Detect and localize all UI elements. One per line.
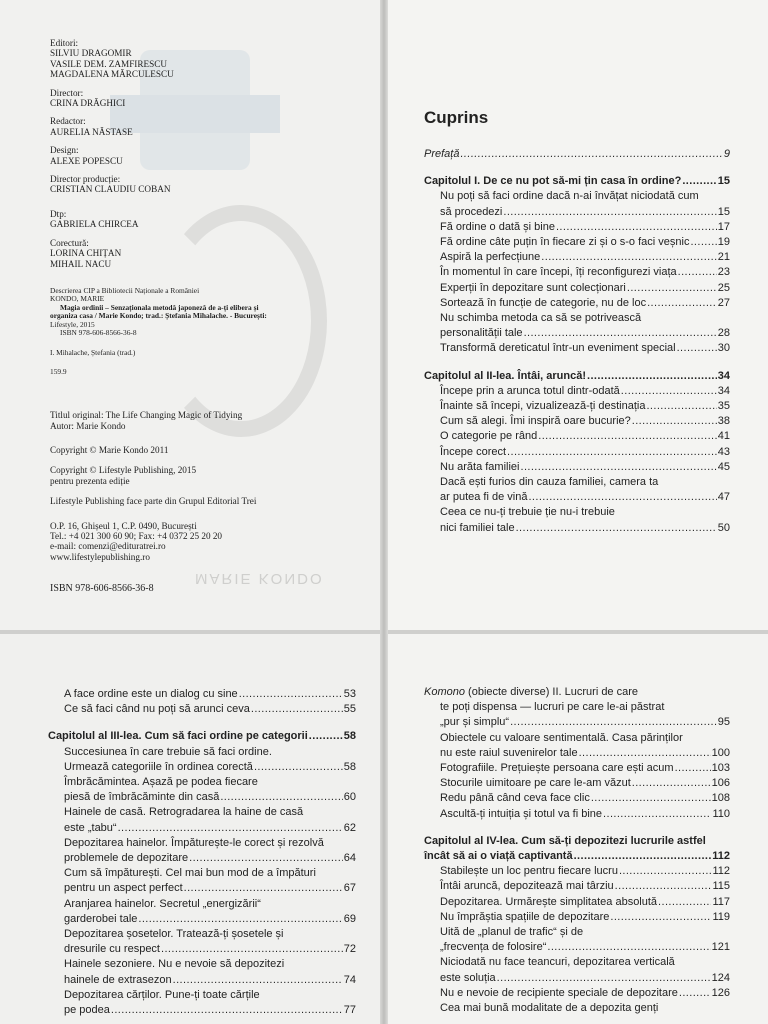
author-line: Autor: Marie Kondo [50,420,126,431]
toc-entry: Nu arăta familiei ..... 45 [440,460,730,475]
toc-chapter-4-line: Capitolul al IV-lea. Cum să-ți depozitezi lucrurile astfel [424,834,706,847]
toc-entry: În momentul în care începi, îți reconfigurezi viața ..... 23 [440,265,730,280]
colophon-text [50,38,370,603]
toc-entry-line: Hainele sezoniere. Nu e nevoie să depozitezi [64,958,285,971]
bleed-through-text: MARIE KONDO [195,570,324,587]
toc-entry: Experții în depozitare sunt colecționari ..... 25 [440,281,730,296]
toc-entry: „frecvența de folosire“ ..... 121 [440,940,730,955]
toc-entry-line: Dacă ești furios din cauza familiei, camera ta [440,476,659,489]
toc-entry: hainele de extrasezon ..... 74 [64,973,356,988]
toc-entry: „pur și simplu“ ..... 95 [440,715,730,730]
toc-chapter-2: Capitolul al II-lea. Întâi, aruncă! ..... 34 [424,369,730,384]
toc-entry-line: Depozitarea cărților. Pune-ți toate cărțile [64,988,260,1001]
isbn-line: ISBN 978-606-8566-36-8 [50,583,154,595]
toc-entry: Începe prin a arunca totul dintr-odată ..... 34 [440,384,730,399]
toc-entry: este soluția ..... 124 [440,971,730,986]
toc-entry: A face ordine este un dialog cu sine ..... 53 [64,687,356,702]
toc-entry-line: Depozitarea șosetelor. Tratează-ți șosetele și [64,928,284,941]
proof-label: Corectură: [50,237,89,248]
dtp-name: GABRIELA CHIRCEA [50,219,139,230]
proof-name: MIHAIL NACU [50,258,112,269]
toc-entry: personalității tale ..... 28 [440,326,730,341]
toc-entry: Începe corect ..... 43 [440,445,730,460]
translator-line: I. Mihalache, Ștefania (trad.) [50,348,136,358]
toc-entry-line: Îmbrăcămintea. Așază pe podea fiecare [64,776,258,789]
address-line: O.P. 16, Ghișeul 1, C.P. 0490, București [50,520,197,531]
toc-entry: Întâi aruncă, depozitează mai târziu ..... 115 [440,879,730,894]
toc-title: Cuprins [424,108,489,127]
toc-entry: Fă ordine câte puțin în fiecare zi și o s-o faci veșnic ..... 19 [440,235,730,250]
editor-name: SILVIU DRAGOMIR [50,48,132,59]
director-label: Director: [50,87,84,98]
original-title: Titlul original: The Life Changing Magic of Tidying [50,410,243,421]
toc-entry: Aspiră la perfecțiune ..... 21 [440,250,730,265]
komono-italic: Komono [424,686,465,698]
toc-bottom-left-list [48,687,356,1018]
toc-chapter-4: încât să ai o viață captivantă ..... 112 [424,849,730,864]
toc-entry: Nu împrăștia spațiile de depozitare ..... 119 [440,910,730,925]
toc-entry-line: Obiectele cu valoare sentimentală. Casa părinților [440,731,683,744]
toc-entry: nu este raiul suvenirelor tale ..... 100 [440,746,730,761]
production-name: CRISTIAN CLAUDIU COBAN [50,184,171,195]
toc-entry: Sortează în funcție de categorie, nu de loc ..... 27 [440,296,730,311]
toc-entry: Depozitarea. Urmărește simplitatea absolută ..... 117 [440,895,730,910]
toc-entry: dresurile cu respect ..... 72 [64,942,356,957]
toc-entry: Transformă dereticatul într-un eveniment special ..... 30 [440,341,730,356]
editor-name: MAGDALENA MĂRCULESCU [50,69,174,80]
toc-entry-line: Uită de „planul de trafic“ și de [440,926,584,939]
toc-entry: piesă de îmbrăcăminte din casă ..... 60 [64,790,356,805]
toc-entry: nici familiei tale ..... 50 [440,521,730,536]
dtp-label: Dtp: [50,208,67,219]
toc-entry-line: Nu poți să faci ordine dacă n-ai învățat niciodată cum [440,190,699,203]
toc-entry: Înainte să începi, vizualizează-ți destinația ..... 35 [440,399,730,414]
cip-line: Magia ordinii – Senzaționala metodă japoneză de a-ți elibera și [60,302,259,312]
redactor-label: Redactor: [50,116,86,127]
toc-entry: problemele de depozitare ..... 64 [64,851,356,866]
toc-entry-line: Succesiunea în care trebuie să faci ordine. [64,745,272,758]
toc-bottom-right-list [424,685,730,1016]
book-gutter [380,0,388,1024]
director-name: CRINA DRĂGHICI [50,98,126,109]
toc-entry: ar putea fi de vină ..... 47 [440,490,730,505]
toc-entry: să procedezi ..... 15 [440,205,730,220]
cip-line: KONDO, MARIE [50,294,105,304]
toc-entry-line: te poți dispensa — lucruri pe care le-ai păstrat [440,701,665,714]
cip-line: ISBN 978-606-8566-36-8 [60,327,137,337]
toc-entry-line: Cea mai bună modalitate de a depozita genți [440,1002,659,1015]
toc-entry: Nu e nevoie de recipiente speciale de depozitare ..... 126 [440,986,730,1001]
toc-entry-line: Cum să împăturești. Cel mai bun mod de a împături [64,867,316,880]
copyright-edition: pentru prezenta ediție [50,475,130,486]
toc-entry: Stabilește un loc pentru fiecare lucru ..... 112 [440,864,730,879]
toc-entry: Fă ordine o dată și bine ..... 17 [440,220,730,235]
toc-entry-line: Aranjarea hainelor. Secretul „energizării“ [64,897,261,910]
class-code: 159.9 [50,366,67,376]
redactor-name: AURELIA NĂSTASE [50,126,133,137]
toc-entry: Stocurile uimitoare pe care le-am văzut ..... 106 [440,776,730,791]
toc-entry: pentru un aspect perfect ..... 67 [64,881,356,896]
toc-entry: Urmează categoriile în ordinea corectă ..... 58 [64,760,356,775]
website-line: www.lifestylepublishing.ro [50,551,150,562]
toc-entry: garderobei tale ..... 69 [64,912,356,927]
toc-entry-line: Depozitarea hainelor. Împăturește-le corect și rezolvă [64,836,324,849]
toc-entry-line: Ceea ce nu-ți trebuie ție nu-i trebuie [440,506,615,519]
publisher-group: Lifestyle Publishing face parte din Grupul Editorial Trei [50,496,257,507]
toc-entry-line [424,685,730,700]
toc-entry: Ascultă-ți intuiția și totul va fi bine ..... 110 [440,807,730,822]
toc-entry: pe podea ..... 77 [64,1003,356,1018]
editor-name: VASILE DEM. ZAMFIRESCU [50,58,167,69]
toc-entry-line: Nu schimba metoda ca să se potrivească [440,312,642,325]
toc-entry-preface: Prefață ..... 9 [424,147,730,162]
email-line: e-mail: comenzi@edituratrei.ro [50,541,166,552]
toc-entry: Cum să alegi. Îmi inspiră oare bucurie? ..... 38 [440,414,730,429]
colophon-page [0,0,384,632]
toc-entry: Redu până când ceva face clic ..... 108 [440,791,730,806]
copyright-publisher: Copyright © Lifestyle Publishing, 2015 [50,465,197,476]
proof-name: LORINA CHIȚAN [50,248,122,259]
cip-line: organiza casa / Marie Kondo; trad.: Ștefania Mihalache. - București: [50,311,267,321]
toc-entry-line: Hainele de casă. Retrogradarea la haine de casă [64,806,304,819]
phone-line: Tel.: +4 021 300 60 90; Fax: +4 0372 25 20 20 [50,531,223,541]
toc-right-list [424,147,730,536]
toc-entry: Ce să faci când nu poți să arunci ceva ..... 55 [64,702,356,717]
production-label: Director producție: [50,174,121,185]
cip-line: Lifestyle, 2015 [50,319,95,329]
toc-chapter-1: Capitolul I. De ce nu pot să-mi țin casa în ordine? ..... 15 [424,174,730,189]
copyright-author: Copyright © Marie Kondo 2011 [50,444,169,455]
editors-label: Editori: [50,38,79,48]
toc-chapter-3: Capitolul al III-lea. Cum să faci ordine pe categorii ..... 58 [48,729,356,744]
cip-line: Descrierea CIP a Bibliotecii Naționale a României [50,285,200,295]
komono-rest: (obiecte diverse) II. Lucruri de care [464,686,639,698]
design-name: ALEXE POPESCU [50,155,123,166]
toc-entry-line: Niciodată nu face teancuri, depozitarea verticală [440,956,675,969]
toc-entry: este „tabu“ ..... 62 [64,821,356,836]
toc-entry: Fotografiile. Prețuiește persoana care ești acum ..... 103 [440,761,730,776]
design-label: Design: [50,145,79,156]
toc-entry: O categorie pe rând ..... 41 [440,429,730,444]
